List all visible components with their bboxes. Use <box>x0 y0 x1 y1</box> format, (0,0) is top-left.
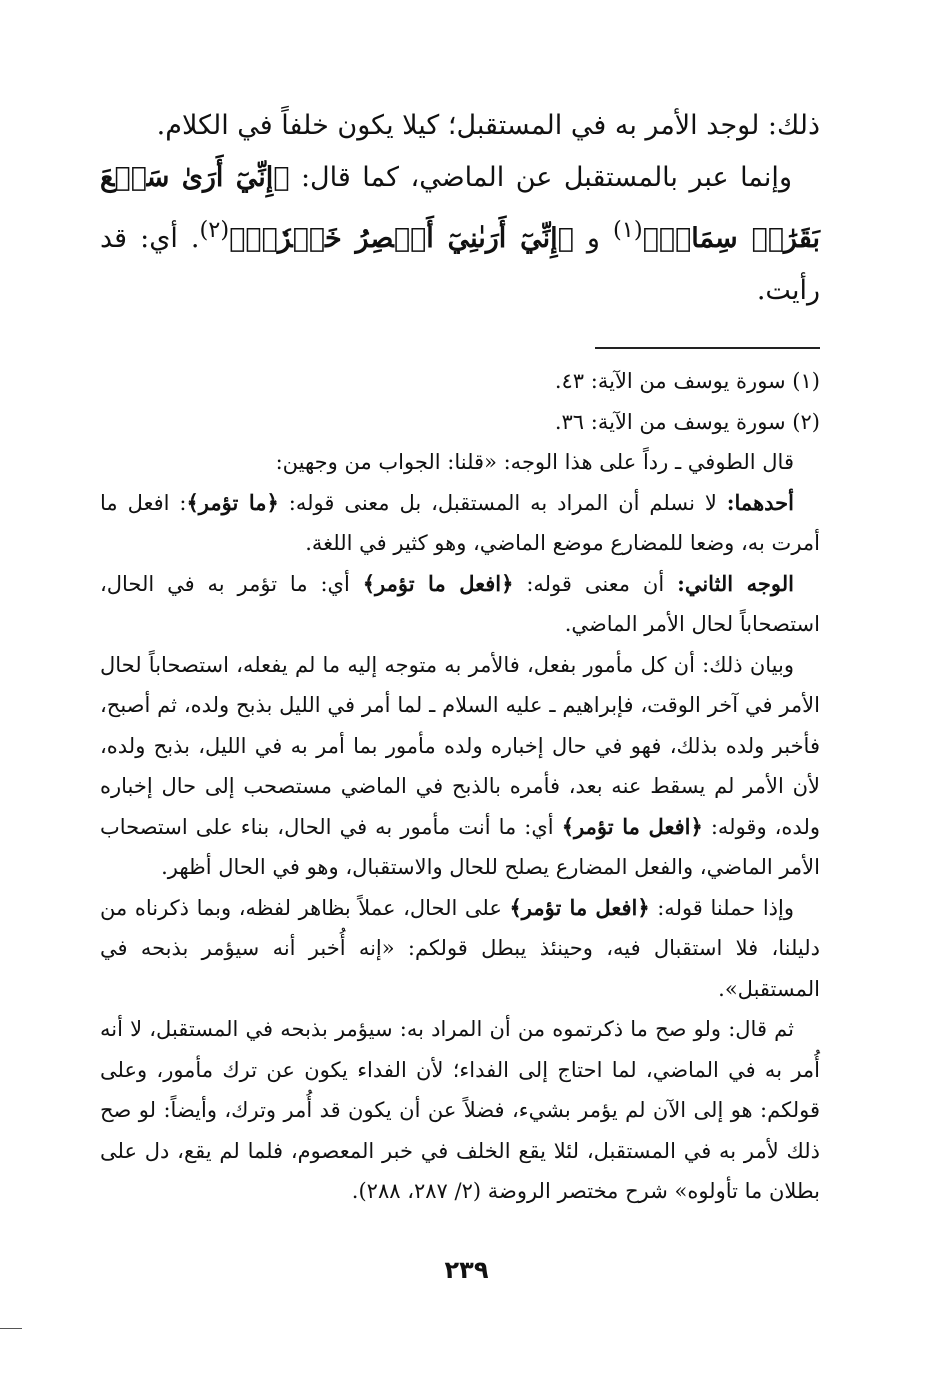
footnote-paragraph-3-text-a: أن معنى قوله: <box>513 571 678 596</box>
first-aspect-label: أحدهما: <box>726 489 794 515</box>
quran-quote-1: ﴿إِنِّيٓ أَرَىٰ سَبۡعَ بَقَرَٰتٖ سِمَانٖ﴾ <box>100 162 820 254</box>
quran-quote-3: ﴿ما تؤمر﴾ <box>186 489 279 515</box>
footnote-1: (١) سورة يوسف من الآية: ٤٣. <box>554 369 820 393</box>
footnote-separator <box>595 347 820 349</box>
main-paragraph-1: ذلك: لوجد الأمر به في المستقبل؛ كيلا يكون خلفاً في الكلام. <box>156 110 820 141</box>
footnote-paragraph-4-text-a: وبيان ذلك: أن كل مأمور بفعل، فالأمر به متوجه إليه ما لم يفعله، استصحاباً لحال الأمر في آخر الوقت، فإبراهيم ـ عليه السلام ـ لما أمر في الليل بذبح ولده، ثم أصبح، فأخبر ولده بذلك، فهو في حال إخباره ولده مأمور بما أمر به في الليل، بذبح ولده، لأن الأمر لم يسقط عنه بعد، فأمره بالذبح في الماضي مستصحب إلى حال إخباره ولده، وقوله: <box>100 652 820 839</box>
footnote-paragraph-5 <box>100 888 820 1010</box>
footnote-paragraph-3 <box>100 564 820 645</box>
main-paragraph-2-text-a: وإنما عبر بالمستقبل عن الماضي، كما قال: <box>289 162 792 193</box>
footnote-paragraph-2-text-a: لا نسلم أن المراد به المستقبل، بل معنى قوله: <box>278 490 727 515</box>
footnote-2: (٢) سورة يوسف من الآية: ٣٦. <box>554 409 820 434</box>
main-paragraph-2-text-c: . أي: قد رأيت. <box>100 223 820 306</box>
page-number: ٢٣٩ <box>444 1256 489 1284</box>
footnote-paragraph-4-text-b: أي: ما أنت مأمور به في الحال، بناء على استصحاب الأمر الماضي، والفعل المضارع يصلح للحال والاستقبال، وهو في الحال أظهر. <box>100 814 820 879</box>
footnote-paragraph-3-text-b: أي: ما تؤمر به في الحال، استصحاباً لحال الأمر الماضي. <box>100 571 820 636</box>
quran-quote-5: ﴿افعل ما تؤمر﴾ <box>561 813 703 839</box>
quran-quote-4: ﴿افعل ما تؤمر﴾ <box>362 570 514 596</box>
quran-quote-6: ﴿افعل ما تؤمر﴾ <box>509 894 650 920</box>
footnote-paragraph-5-text-a: وإذا حملنا قوله: <box>649 895 794 920</box>
quran-quote-2: ﴿إِنِّيٓ أَرَىٰنِيٓ أَعۡصِرُ خَمۡرٗاۖ﴾ <box>229 223 574 254</box>
footnotes <box>100 361 820 1212</box>
second-aspect-label: الوجه الثاني: <box>677 570 794 596</box>
footnote-ref-2: (٢) <box>199 217 230 243</box>
footnote-paragraph-2-text-b: : افعل ما أمرت به، وضعا للمضارع موضع الماضي، وهو كثير في اللغة. <box>100 490 820 555</box>
footnote-paragraph-5-text-b: على الحال، عملاً بظاهر لفظه، وبما ذكرناه من دليلنا، فلا استقبال فيه، وحينئذ يبطل قولكم: «إنه أُخبر أنه سيؤمر بذبحه في المستقبل». <box>100 895 820 1001</box>
edge-mark <box>0 1328 22 1329</box>
footnote-paragraph-2 <box>100 483 820 564</box>
footnote-paragraph-6: ثم قال: ولو صح ما ذكرتموه من أن المراد به: سيؤمر بذبحه في المستقبل، لا أنه أُمر به في الماضي، لما احتاج إلى الفداء؛ لأن الفداء يكون عن ترك مأمور، وعلى قولكم: هو إلى الآن لم يؤمر بشيء، فضلاً عن أن يكون قد أُمر وترك، وأيضاً: لو صح ذلك لأمر به في المستقبل، لئلا يقع الخلف في خبر المعصوم، فلما لم يقع، دل على بطلان ما تأولوه» شرح مختصر الروضة (٢/ ٢٨٧، ٢٨٨). <box>100 1017 820 1203</box>
document-page <box>100 100 820 1212</box>
main-paragraph-2 <box>100 152 820 317</box>
footnote-ref-1: (١) <box>612 217 643 243</box>
footnote-paragraph-1: قال الطوفي ـ رداً على هذا الوجه: «قلنا: الجواب من وجهين: <box>275 450 794 474</box>
main-text <box>100 100 820 317</box>
footnote-paragraph-4 <box>100 645 820 888</box>
main-paragraph-2-text-b: و <box>573 223 613 254</box>
